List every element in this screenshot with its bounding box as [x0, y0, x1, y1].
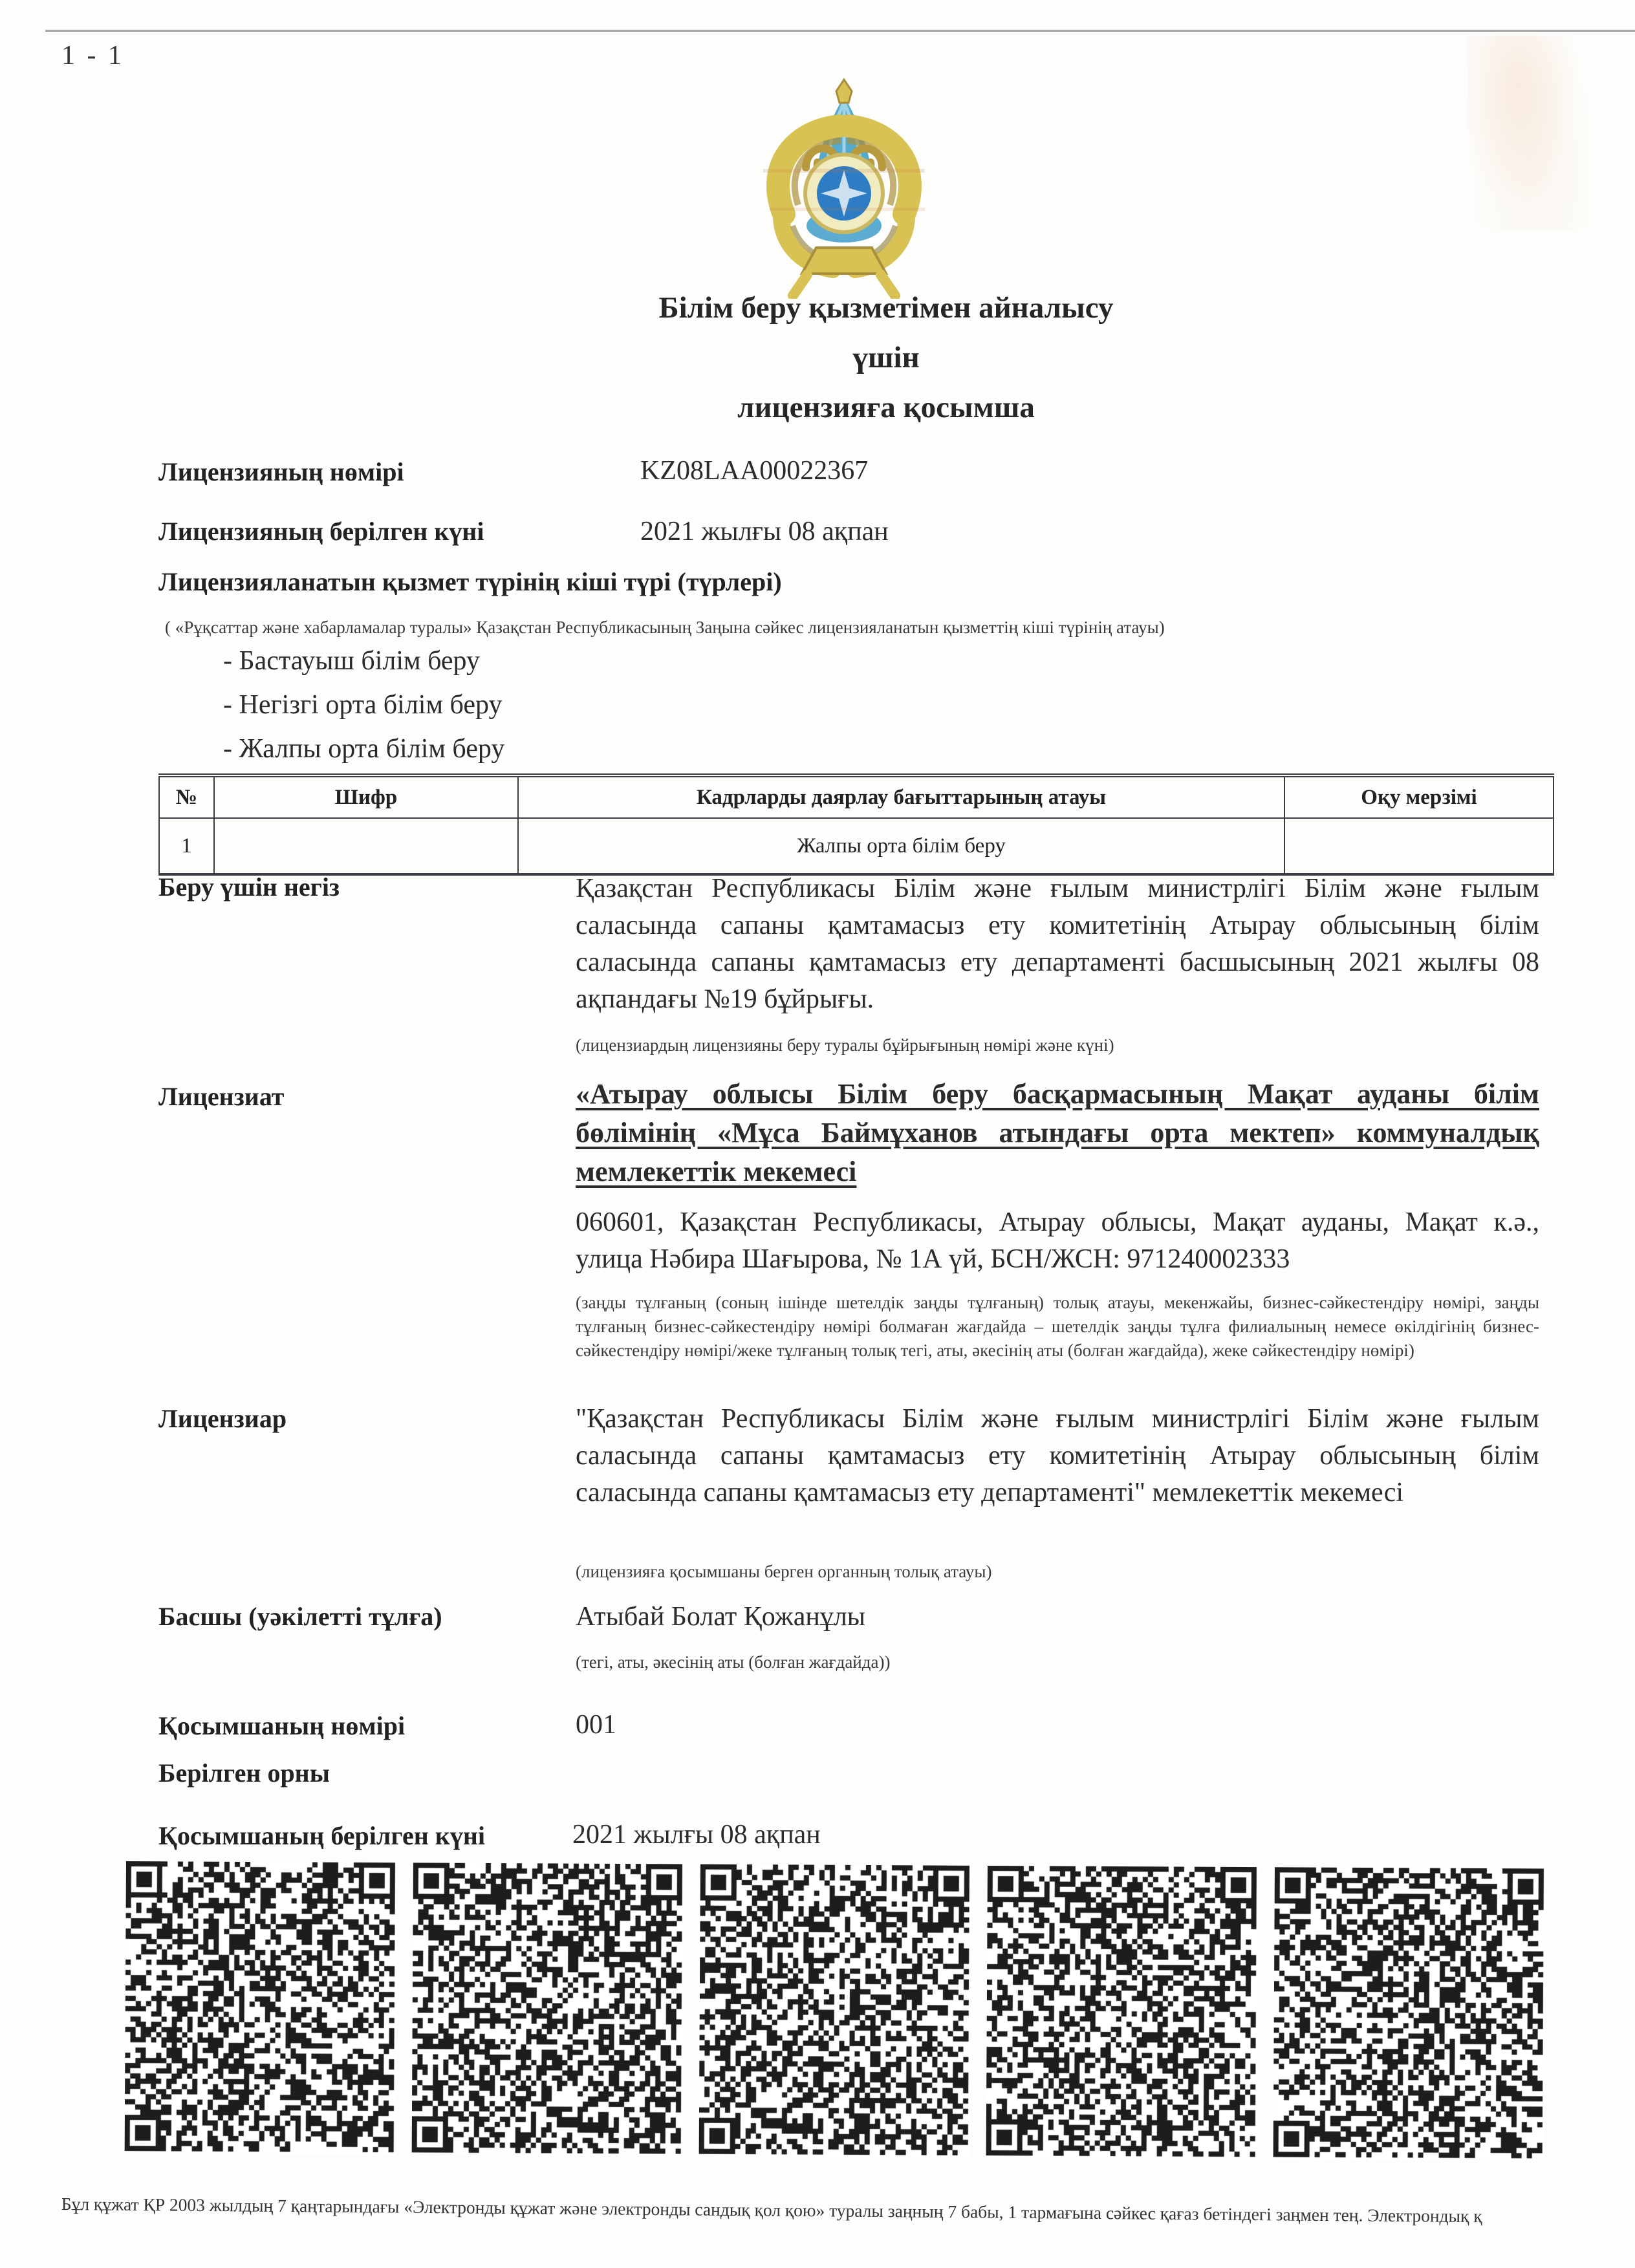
- table-header-cell: Кадрларды даярлау бағыттарының атауы: [518, 775, 1284, 818]
- title-line-3: лицензияға қосымша: [737, 391, 1035, 424]
- title-line-1: Білім беру қызметімен айналысу: [658, 291, 1114, 325]
- licensee-address: 060601, Қазақстан Республикасы, Атырау облысы, Мақат ауданы, Мақат к.ә., улица Нәбира Шағырова, № 1А үй, БСН/ЖСН: 971240002333: [576, 1207, 1539, 1274]
- appendix-date-label: Қосымшаның берілген күні: [158, 1821, 485, 1850]
- license-number-value: KZ08LAA00022367: [640, 456, 869, 486]
- qr-code: [699, 1864, 972, 2158]
- table-cell: [214, 818, 518, 874]
- table-cell: 1: [159, 818, 214, 874]
- digital-signature-qr-codes: [125, 1861, 1546, 2161]
- subtype-item-2: - Негізгі орта білім беру: [223, 690, 503, 720]
- table-header-row: [159, 775, 1554, 818]
- table-row: [159, 818, 1554, 874]
- licensor-label: Лицензиар: [158, 1404, 287, 1433]
- licensee-label: Лицензиат: [158, 1082, 285, 1111]
- table-body: [159, 818, 1554, 874]
- qr-code: [412, 1863, 685, 2156]
- table-cell: Жалпы орта білім беру: [518, 818, 1284, 874]
- subtype-item-3: - Жалпы орта білім беру: [223, 734, 505, 764]
- license-date-label: Лицензияның берілген күні: [158, 517, 484, 546]
- qr-code: [986, 1866, 1259, 2159]
- page-marker: 1 - 1: [61, 41, 124, 70]
- head-value: Атыбай Болат Қожанұлы: [576, 1602, 866, 1632]
- licensee-name: «Атырау облысы Білім беру басқармасының Мақат ауданы білім бөлімінің «Мұса Баймұханов атындағы орта мектеп» коммуналдық мемлекеттік мекемесі: [576, 1078, 1539, 1187]
- table-cell: [1284, 818, 1554, 874]
- top-border-line: [45, 30, 1635, 32]
- qr-code: [1273, 1867, 1546, 2161]
- qr-code: [125, 1861, 398, 2155]
- kazakhstan-emblem-icon: [744, 71, 944, 299]
- head-note: (тегі, аты, әкесінің аты (болған жағдайда)): [576, 1652, 891, 1672]
- training-directions-table: [158, 773, 1554, 876]
- document-title: [401, 283, 1371, 433]
- footer-legal-text: Бұл құжат ҚР 2003 жылдың 7 қаңтарындағы «Электронды құжат және электронды сандық қол қою» туралы заңның 7 бабы, 1 тармағына сәйкес қағаз бетіндегі заңмен тең. Электрондық қ: [61, 2194, 1482, 2227]
- scan-smudge: [1468, 36, 1591, 230]
- table-header-cell: №: [159, 775, 214, 818]
- license-number-label: Лицензияның нөмірі: [158, 457, 404, 486]
- table-header-cell: Оқу мерзімі: [1284, 775, 1554, 818]
- table-header-cell: Шифр: [214, 775, 518, 818]
- license-date-value: 2021 жылғы 08 ақпан: [640, 517, 889, 546]
- title-line-2: үшін: [852, 341, 920, 374]
- basis-note: (лицензиардың лицензияны беру туралы бұйрығының нөмірі және күні): [576, 1035, 1114, 1055]
- issued-place-label: Берілген орны: [158, 1758, 330, 1787]
- appendix-number-label: Қосымшаның нөмірі: [158, 1711, 406, 1740]
- licensee-note: (заңды тұлғаның (соның ішінде шетелдік заңды тұлғаның) толық атауы, мекенжайы, бизнес-сәйкестендіру нөмірі, заңды тұлғаның бизнес-сәйкестендіру нөмірі болмаған жағдайда – шетелдік заңды тұлға филиалының немесе өкілдігінің бизнес-сәйкестендіру нөмірі/жеке тұлғаның толық тегі, аты, әкесінің аты (болған жағдайда), жеке сәйкестендіру нөмірі): [576, 1293, 1539, 1360]
- appendix-date-value: 2021 жылғы 08 ақпан: [572, 1820, 821, 1850]
- appendix-number-value: 001: [576, 1710, 616, 1740]
- subtype-note: ( «Рұқсаттар және хабарламалар туралы» Қазақстан Республикасының Заңына сәйкес лицензияланатын қызметтің кіші түрінің атауы): [165, 618, 1165, 637]
- licensor-value: "Қазақстан Республикасы Білім және ғылым министрлігі Білім және ғылым саласында сапаны қамтамасыз ету комитетінің Атырау облысының білім саласында сапаны қамтамасыз ету департаменті" мемлекеттік мекемесі: [576, 1404, 1539, 1507]
- subtype-heading: Лицензияланатын қызмет түрінің кіші түрі (түрлері): [158, 567, 782, 596]
- licensor-note: (лицензияға қосымшаны берген органның толық атауы): [576, 1562, 992, 1581]
- subtype-item-1: - Бастауыш білім беру: [223, 646, 480, 676]
- basis-value: Қазақстан Республикасы Білім және ғылым министрлігі Білім және ғылым саласында сапаны қамтамасыз ету комитетінің Атырау облысының білім саласында сапаны қамтамасыз ету департаменті басшысының 2021 жылғы 08 ақпандағы №19 бұйрығы.: [576, 874, 1539, 1014]
- basis-label: Беру үшін негіз: [158, 872, 340, 902]
- head-label: Басшы (уәкілетті тұлға): [158, 1602, 442, 1631]
